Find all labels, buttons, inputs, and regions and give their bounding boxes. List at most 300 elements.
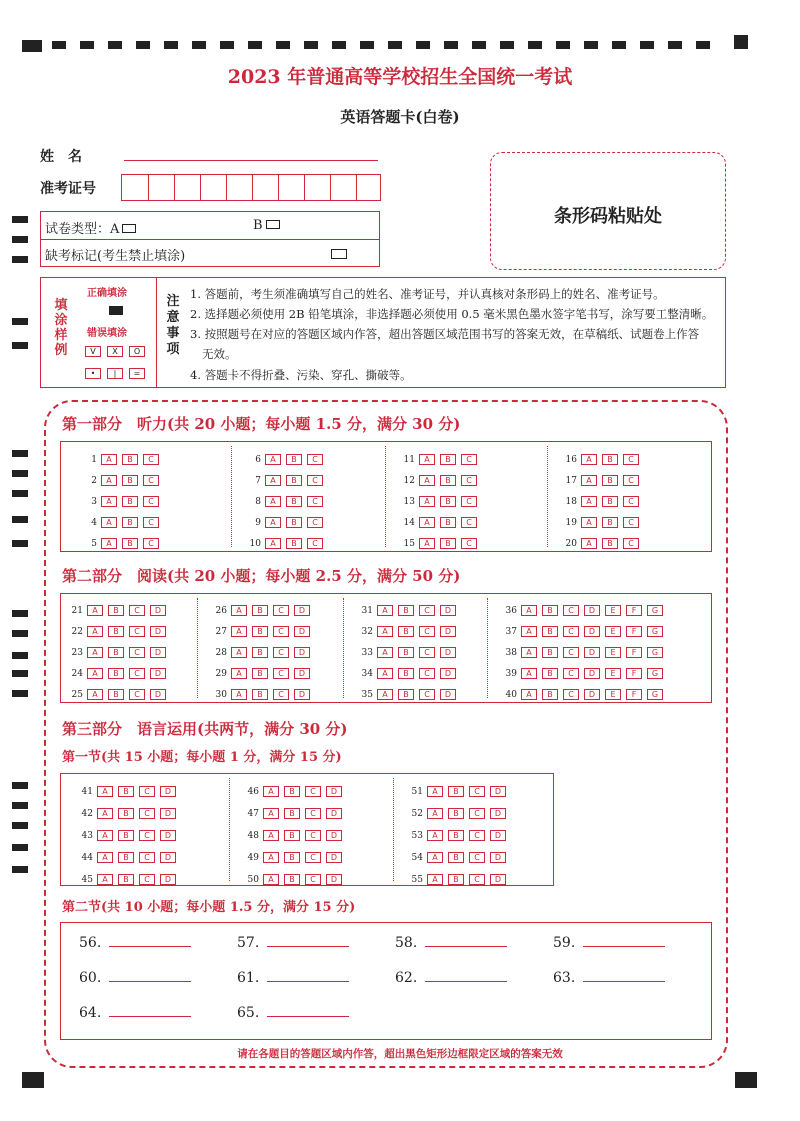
- answer-option-c[interactable]: C: [469, 852, 485, 863]
- blank-line[interactable]: [109, 937, 191, 947]
- answer-option-c[interactable]: C: [305, 786, 321, 797]
- id-digit-cell[interactable]: [200, 175, 201, 200]
- answer-option-c[interactable]: C: [143, 496, 159, 507]
- answer-option-e[interactable]: E: [605, 668, 621, 679]
- answer-option-a[interactable]: A: [521, 647, 537, 658]
- answer-option-d[interactable]: D: [326, 808, 342, 819]
- blank-answer[interactable]: [395, 935, 507, 951]
- answer-option-b[interactable]: B: [286, 454, 302, 465]
- answer-option-c[interactable]: C: [143, 538, 159, 549]
- answer-option-b[interactable]: B: [398, 626, 414, 637]
- id-digit-cell[interactable]: [356, 175, 357, 200]
- answer-option-d[interactable]: D: [294, 605, 310, 616]
- blank-answer[interactable]: [237, 970, 349, 986]
- answer-option-a[interactable]: A: [101, 538, 117, 549]
- type-a-checkbox[interactable]: [122, 224, 136, 233]
- answer-option-b[interactable]: B: [108, 605, 124, 616]
- answer-option-f[interactable]: F: [626, 668, 642, 679]
- answer-option-d[interactable]: D: [150, 689, 166, 700]
- answer-option-d[interactable]: D: [326, 786, 342, 797]
- answer-option-b[interactable]: B: [448, 852, 464, 863]
- question-number: 39: [505, 668, 517, 679]
- question-row: [501, 684, 668, 700]
- answer-option-a[interactable]: A: [427, 830, 443, 841]
- blank-answer[interactable]: [237, 1005, 349, 1021]
- answer-option-a[interactable]: A: [581, 496, 597, 507]
- answer-option-b[interactable]: B: [108, 626, 124, 637]
- blank-line[interactable]: [267, 937, 349, 947]
- answer-option-d[interactable]: D: [440, 689, 456, 700]
- blank-answer[interactable]: [395, 970, 507, 986]
- answer-option-a[interactable]: A: [265, 538, 281, 549]
- answer-option-c[interactable]: C: [563, 626, 579, 637]
- answer-option-e[interactable]: E: [605, 605, 621, 616]
- blank-answer[interactable]: [79, 1005, 191, 1021]
- answer-option-a[interactable]: A: [427, 808, 443, 819]
- blank-line[interactable]: [267, 972, 349, 982]
- blank-number: 65.: [237, 1005, 260, 1021]
- answer-option-d[interactable]: D: [294, 647, 310, 658]
- answer-option-c[interactable]: C: [469, 786, 485, 797]
- answer-option-a[interactable]: A: [231, 605, 247, 616]
- timing-mark: [80, 41, 94, 49]
- answer-option-a[interactable]: A: [87, 689, 103, 700]
- absent-label: 缺考标记(考生禁止填涂): [45, 249, 186, 264]
- answer-option-d[interactable]: D: [150, 605, 166, 616]
- answer-option-a[interactable]: A: [377, 668, 393, 679]
- timing-mark-left: [12, 844, 28, 851]
- answer-option-b[interactable]: B: [122, 496, 138, 507]
- answer-option-b[interactable]: B: [108, 668, 124, 679]
- blank-answer[interactable]: [553, 970, 665, 986]
- column-divider: [393, 778, 394, 881]
- answer-option-f[interactable]: F: [626, 605, 642, 616]
- answer-option-c[interactable]: C: [563, 647, 579, 658]
- answer-option-a[interactable]: A: [263, 786, 279, 797]
- answer-option-d[interactable]: D: [326, 874, 342, 885]
- answer-option-b[interactable]: B: [602, 517, 618, 528]
- absent-checkbox[interactable]: [331, 249, 347, 259]
- answer-option-c[interactable]: C: [307, 517, 323, 528]
- answer-option-c[interactable]: C: [461, 454, 477, 465]
- answer-option-a[interactable]: A: [263, 808, 279, 819]
- answer-option-e[interactable]: E: [605, 626, 621, 637]
- answer-option-a[interactable]: A: [265, 496, 281, 507]
- question-row: [67, 600, 171, 616]
- answer-option-b[interactable]: B: [252, 689, 268, 700]
- question-number: 21: [71, 605, 83, 616]
- answer-option-b[interactable]: B: [122, 517, 138, 528]
- answer-option-b[interactable]: B: [602, 475, 618, 486]
- paper-type-label: 试卷类型：A: [45, 222, 120, 237]
- answer-option-a[interactable]: A: [521, 689, 537, 700]
- answer-option-d[interactable]: D: [490, 852, 506, 863]
- answer-option-c[interactable]: C: [419, 689, 435, 700]
- answer-option-a[interactable]: A: [263, 830, 279, 841]
- answer-option-b[interactable]: B: [602, 496, 618, 507]
- answer-option-c[interactable]: C: [143, 454, 159, 465]
- blank-line[interactable]: [425, 972, 507, 982]
- answer-option-c[interactable]: C: [469, 874, 485, 885]
- answer-option-a[interactable]: A: [419, 517, 435, 528]
- part1-grid: [60, 441, 712, 552]
- answer-option-c[interactable]: C: [129, 689, 145, 700]
- answer-option-a[interactable]: A: [87, 626, 103, 637]
- answer-option-a[interactable]: A: [265, 475, 281, 486]
- answer-option-c[interactable]: C: [623, 517, 639, 528]
- answer-option-b[interactable]: B: [286, 496, 302, 507]
- answer-option-a[interactable]: A: [263, 874, 279, 885]
- question-number: 27: [215, 626, 227, 637]
- answer-option-g[interactable]: G: [647, 689, 663, 700]
- answer-option-a[interactable]: A: [101, 475, 117, 486]
- question-row: [77, 803, 181, 819]
- id-digit-cell[interactable]: [252, 175, 253, 200]
- answer-option-b[interactable]: B: [398, 689, 414, 700]
- answer-option-d[interactable]: D: [584, 626, 600, 637]
- answer-option-d[interactable]: D: [440, 626, 456, 637]
- answer-option-c[interactable]: C: [305, 852, 321, 863]
- answer-option-a[interactable]: A: [97, 874, 113, 885]
- name-field[interactable]: [124, 160, 378, 161]
- answer-option-b[interactable]: B: [398, 668, 414, 679]
- answer-option-c[interactable]: C: [563, 668, 579, 679]
- answer-option-c[interactable]: C: [419, 626, 435, 637]
- answer-option-c[interactable]: C: [461, 496, 477, 507]
- answer-option-d[interactable]: D: [160, 786, 176, 797]
- answer-option-c[interactable]: C: [419, 605, 435, 616]
- answer-option-d[interactable]: D: [440, 647, 456, 658]
- answer-option-b[interactable]: B: [284, 808, 300, 819]
- timing-mark-left: [12, 822, 28, 829]
- answer-option-c[interactable]: C: [139, 830, 155, 841]
- timing-mark: [276, 41, 290, 49]
- answer-option-c[interactable]: C: [461, 517, 477, 528]
- id-digit-cell[interactable]: [226, 175, 227, 200]
- question-number: 24: [71, 668, 83, 679]
- answer-option-b[interactable]: B: [448, 808, 464, 819]
- answer-option-d[interactable]: D: [490, 808, 506, 819]
- answer-option-c[interactable]: C: [129, 668, 145, 679]
- answer-option-b[interactable]: B: [602, 538, 618, 549]
- answer-option-d[interactable]: D: [294, 689, 310, 700]
- answer-option-c[interactable]: C: [307, 496, 323, 507]
- blank-answer[interactable]: [79, 935, 191, 951]
- answer-option-b[interactable]: B: [542, 626, 558, 637]
- answer-option-c[interactable]: C: [623, 454, 639, 465]
- answer-option-a[interactable]: A: [581, 475, 597, 486]
- question-row: [561, 449, 644, 465]
- question-row: [501, 663, 668, 679]
- answer-option-a[interactable]: A: [419, 538, 435, 549]
- answer-option-d[interactable]: D: [490, 830, 506, 841]
- answer-option-a[interactable]: A: [101, 496, 117, 507]
- question-row: [243, 803, 347, 819]
- answer-option-a[interactable]: A: [419, 454, 435, 465]
- answer-option-c[interactable]: C: [139, 852, 155, 863]
- part3-title: 第三部分 语言运用(共两节，满分 30 分): [62, 720, 348, 738]
- answer-option-a[interactable]: A: [97, 852, 113, 863]
- answer-option-c[interactable]: C: [623, 496, 639, 507]
- answer-option-b[interactable]: B: [286, 475, 302, 486]
- answer-option-c[interactable]: C: [305, 830, 321, 841]
- answer-option-c[interactable]: C: [307, 475, 323, 486]
- answer-option-c[interactable]: C: [419, 668, 435, 679]
- wrong-fill-sample: V: [85, 346, 101, 357]
- blank-line[interactable]: [583, 972, 665, 982]
- answer-option-b[interactable]: B: [118, 852, 134, 863]
- answer-option-e[interactable]: E: [605, 689, 621, 700]
- answer-option-a[interactable]: A: [97, 808, 113, 819]
- answer-option-c[interactable]: C: [307, 538, 323, 549]
- answer-option-c[interactable]: C: [623, 538, 639, 549]
- answer-option-b[interactable]: B: [542, 647, 558, 658]
- answer-option-c[interactable]: C: [469, 808, 485, 819]
- answer-option-a[interactable]: A: [265, 454, 281, 465]
- answer-option-a[interactable]: A: [87, 605, 103, 616]
- answer-option-b[interactable]: B: [122, 475, 138, 486]
- answer-option-c[interactable]: C: [143, 517, 159, 528]
- answer-option-b[interactable]: B: [252, 647, 268, 658]
- wrong-fill-sample: •: [85, 368, 101, 379]
- answer-option-b[interactable]: B: [284, 874, 300, 885]
- answer-option-a[interactable]: A: [97, 786, 113, 797]
- card-subtitle: 英语答题卡(白卷): [340, 108, 460, 126]
- timing-mark: [220, 41, 234, 49]
- id-digit-cell[interactable]: [330, 175, 331, 200]
- blank-line[interactable]: [267, 1007, 349, 1017]
- answer-option-a[interactable]: A: [427, 852, 443, 863]
- answer-option-c[interactable]: C: [273, 626, 289, 637]
- question-row: [243, 869, 347, 885]
- answer-option-b[interactable]: B: [542, 668, 558, 679]
- answer-option-d[interactable]: D: [440, 605, 456, 616]
- answer-option-b[interactable]: B: [108, 647, 124, 658]
- answer-option-a[interactable]: A: [101, 517, 117, 528]
- answer-option-a[interactable]: A: [427, 874, 443, 885]
- question-number: 4: [91, 517, 97, 528]
- question-row: [211, 684, 315, 700]
- answer-option-c[interactable]: C: [563, 605, 579, 616]
- answer-option-a[interactable]: A: [377, 689, 393, 700]
- answer-option-e[interactable]: E: [605, 647, 621, 658]
- answer-option-d[interactable]: D: [490, 874, 506, 885]
- answer-option-a[interactable]: A: [377, 605, 393, 616]
- answer-option-d[interactable]: D: [160, 808, 176, 819]
- answer-option-b[interactable]: B: [448, 874, 464, 885]
- answer-option-a[interactable]: A: [101, 454, 117, 465]
- answer-option-b[interactable]: B: [440, 475, 456, 486]
- answer-option-c[interactable]: C: [273, 647, 289, 658]
- wrong-fill-sample: |: [107, 368, 123, 379]
- answer-option-f[interactable]: F: [626, 689, 642, 700]
- answer-option-c[interactable]: C: [143, 475, 159, 486]
- blank-line[interactable]: [583, 937, 665, 947]
- section1-grid: [60, 773, 554, 886]
- answer-option-d[interactable]: D: [294, 668, 310, 679]
- question-row: [77, 847, 181, 863]
- question-row: [211, 600, 315, 616]
- answer-option-d[interactable]: D: [150, 647, 166, 658]
- answer-option-c[interactable]: C: [563, 689, 579, 700]
- question-number: 49: [247, 852, 259, 863]
- answer-option-c[interactable]: C: [623, 475, 639, 486]
- answer-option-f[interactable]: F: [626, 626, 642, 637]
- answer-option-c[interactable]: C: [139, 874, 155, 885]
- answer-option-c[interactable]: C: [461, 475, 477, 486]
- answer-option-f[interactable]: F: [626, 647, 642, 658]
- answer-option-b[interactable]: B: [118, 786, 134, 797]
- answer-option-d[interactable]: D: [326, 852, 342, 863]
- id-digit-cell[interactable]: [148, 175, 149, 200]
- answer-option-b[interactable]: B: [122, 538, 138, 549]
- answer-option-b[interactable]: B: [286, 538, 302, 549]
- answer-option-a[interactable]: A: [231, 689, 247, 700]
- question-row: [501, 642, 668, 658]
- answer-option-c[interactable]: C: [461, 538, 477, 549]
- question-number: 55: [411, 874, 423, 885]
- answer-option-d[interactable]: D: [160, 830, 176, 841]
- answer-option-d[interactable]: D: [150, 668, 166, 679]
- answer-option-d[interactable]: D: [584, 605, 600, 616]
- id-digit-cell[interactable]: [278, 175, 279, 200]
- answer-option-c[interactable]: C: [273, 689, 289, 700]
- answer-option-d[interactable]: D: [160, 852, 176, 863]
- answer-option-b[interactable]: B: [448, 830, 464, 841]
- question-row: [245, 470, 328, 486]
- answer-option-a[interactable]: A: [521, 605, 537, 616]
- answer-option-b[interactable]: B: [284, 786, 300, 797]
- answer-option-d[interactable]: D: [584, 689, 600, 700]
- answer-option-b[interactable]: B: [118, 874, 134, 885]
- answer-option-c[interactable]: C: [273, 668, 289, 679]
- answer-option-a[interactable]: A: [265, 517, 281, 528]
- answer-option-a[interactable]: A: [231, 626, 247, 637]
- timing-mark-left: [12, 540, 28, 547]
- answer-option-g[interactable]: G: [647, 626, 663, 637]
- answer-option-b[interactable]: B: [542, 689, 558, 700]
- blank-line[interactable]: [425, 937, 507, 947]
- id-digit-cell[interactable]: [174, 175, 175, 200]
- answer-option-b[interactable]: B: [440, 517, 456, 528]
- answer-option-b[interactable]: B: [440, 496, 456, 507]
- answer-option-b[interactable]: B: [398, 647, 414, 658]
- answer-option-d[interactable]: D: [584, 668, 600, 679]
- answer-option-b[interactable]: B: [286, 517, 302, 528]
- answer-option-a[interactable]: A: [97, 830, 113, 841]
- answer-option-d[interactable]: D: [584, 647, 600, 658]
- answer-option-b[interactable]: B: [108, 689, 124, 700]
- footer-warning: 请在各题目的答题区域内作答，超出黑色矩形边框限定区域的答案无效: [237, 1048, 563, 1060]
- answer-option-a[interactable]: A: [231, 668, 247, 679]
- answer-option-b[interactable]: B: [118, 808, 134, 819]
- answer-option-b[interactable]: B: [284, 852, 300, 863]
- answer-option-c[interactable]: C: [419, 647, 435, 658]
- section2-title: 第二节(共 10 小题；每小题 1.5 分，满分 15 分): [62, 900, 356, 915]
- answer-option-a[interactable]: A: [581, 538, 597, 549]
- answer-option-b[interactable]: B: [284, 830, 300, 841]
- answer-option-c[interactable]: C: [129, 626, 145, 637]
- section2-blanks: [60, 922, 712, 1040]
- timing-mark: [416, 41, 430, 49]
- question-number: 6: [255, 454, 261, 465]
- question-row: [67, 663, 171, 679]
- answer-option-b[interactable]: B: [440, 538, 456, 549]
- answer-option-d[interactable]: D: [440, 668, 456, 679]
- id-number-grid[interactable]: [121, 174, 381, 201]
- answer-option-d[interactable]: D: [150, 626, 166, 637]
- id-digit-cell[interactable]: [304, 175, 305, 200]
- answer-option-b[interactable]: B: [252, 668, 268, 679]
- answer-option-c[interactable]: C: [139, 808, 155, 819]
- question-number: 33: [361, 647, 373, 658]
- blank-answer[interactable]: [79, 970, 191, 986]
- answer-option-b[interactable]: B: [398, 605, 414, 616]
- answer-option-a[interactable]: A: [581, 517, 597, 528]
- wrong-fill-sample: X: [107, 346, 123, 357]
- answer-option-g[interactable]: G: [647, 605, 663, 616]
- question-number: 20: [565, 538, 577, 549]
- id-label: 准考证号: [40, 181, 96, 197]
- answer-option-a[interactable]: A: [581, 454, 597, 465]
- answer-option-c[interactable]: C: [307, 454, 323, 465]
- answer-option-c[interactable]: C: [273, 605, 289, 616]
- answer-option-b[interactable]: B: [440, 454, 456, 465]
- answer-option-c[interactable]: C: [305, 808, 321, 819]
- answer-option-c[interactable]: C: [129, 647, 145, 658]
- answer-option-c[interactable]: C: [139, 786, 155, 797]
- answer-option-c[interactable]: C: [305, 874, 321, 885]
- answer-option-a[interactable]: A: [521, 626, 537, 637]
- answer-option-a[interactable]: A: [377, 626, 393, 637]
- question-number: 52: [411, 808, 423, 819]
- timing-mark: [472, 41, 486, 49]
- answer-option-b[interactable]: B: [122, 454, 138, 465]
- blank-answer[interactable]: [553, 935, 665, 951]
- answer-option-b[interactable]: B: [602, 454, 618, 465]
- blank-line[interactable]: [109, 1007, 191, 1017]
- answer-option-a[interactable]: A: [231, 647, 247, 658]
- type-b-checkbox[interactable]: [266, 220, 280, 229]
- timing-mark: [192, 41, 206, 49]
- answer-option-a[interactable]: A: [87, 668, 103, 679]
- answer-option-d[interactable]: D: [160, 874, 176, 885]
- blank-answer[interactable]: [237, 935, 349, 951]
- answer-option-a[interactable]: A: [87, 647, 103, 658]
- answer-option-d[interactable]: D: [326, 830, 342, 841]
- answer-option-b[interactable]: B: [118, 830, 134, 841]
- answer-option-g[interactable]: G: [647, 647, 663, 658]
- answer-option-a[interactable]: A: [419, 475, 435, 486]
- answer-option-b[interactable]: B: [252, 605, 268, 616]
- answer-option-d[interactable]: D: [490, 786, 506, 797]
- answer-option-d[interactable]: D: [294, 626, 310, 637]
- answer-option-a[interactable]: A: [427, 786, 443, 797]
- answer-option-a[interactable]: A: [419, 496, 435, 507]
- answer-option-a[interactable]: A: [521, 668, 537, 679]
- timing-mark: [332, 41, 346, 49]
- answer-option-c[interactable]: C: [469, 830, 485, 841]
- answer-option-b[interactable]: B: [542, 605, 558, 616]
- answer-option-c[interactable]: C: [129, 605, 145, 616]
- question-row: [81, 449, 164, 465]
- blank-line[interactable]: [109, 972, 191, 982]
- answer-option-b[interactable]: B: [448, 786, 464, 797]
- answer-option-a[interactable]: A: [263, 852, 279, 863]
- answer-option-b[interactable]: B: [252, 626, 268, 637]
- answer-option-a[interactable]: A: [377, 647, 393, 658]
- answer-option-g[interactable]: G: [647, 668, 663, 679]
